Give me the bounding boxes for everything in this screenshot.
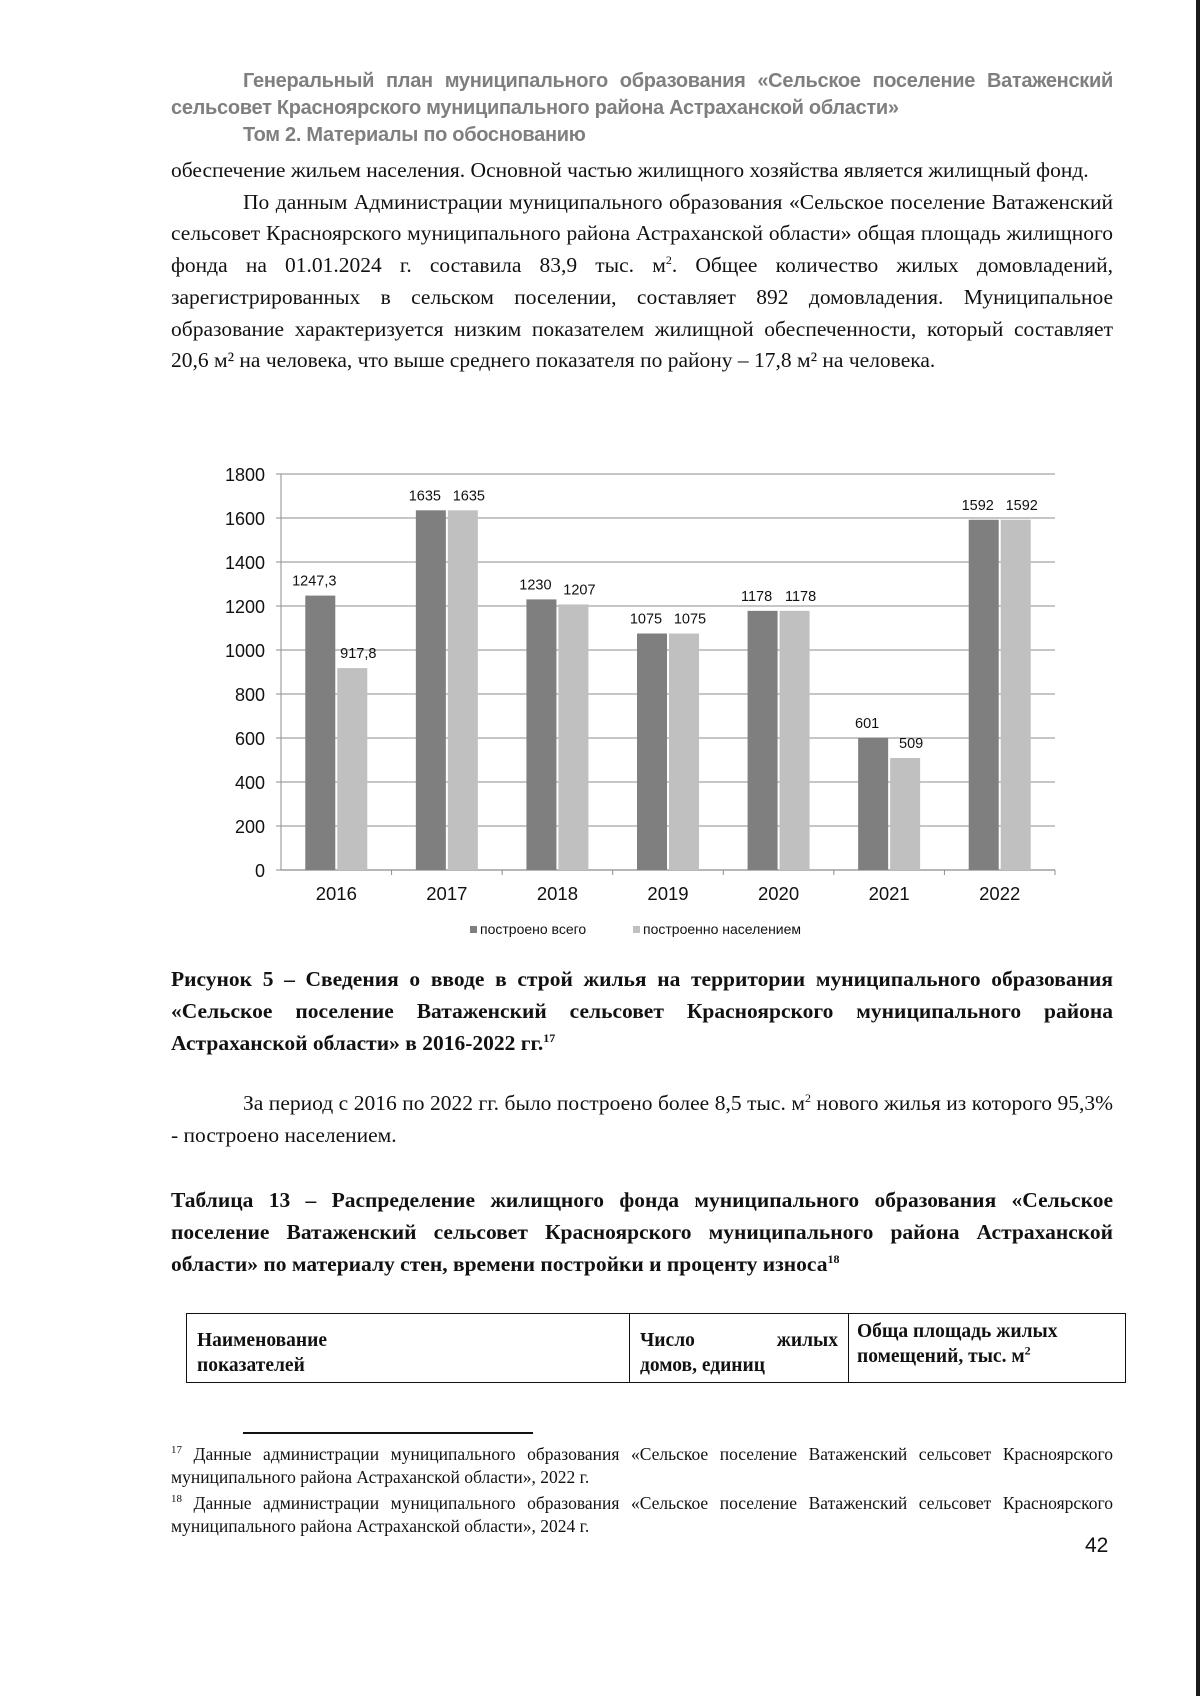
x-tick-label: 2018 [536, 883, 579, 904]
chart-legend [470, 921, 801, 937]
document-header [171, 68, 1113, 149]
bar-population [669, 634, 699, 871]
page-body [171, 68, 1113, 377]
page-number: 42 [1085, 1534, 1109, 1557]
figure-caption-sup: 17 [543, 1030, 556, 1045]
data-label: 1178 [784, 588, 817, 605]
table-caption-sup: 18 [827, 1251, 840, 1266]
data-label: 1635 [408, 488, 441, 505]
summary-paragraph [171, 1088, 1113, 1151]
y-axis-ticks [225, 465, 281, 881]
intro-p2-text-b: . Общее количество жилых домовладений, зарегистрированных в сельском поселении, составляет 892 домовладения. Муниципальное образование характеризуется низким показателем жилищной обеспеченности, который составляет 20,6 м² на человека, что выше среднего показателя по району – 17,8 м² на человека. [171, 253, 1113, 373]
bar-total [526, 599, 556, 870]
data-label: 1635 [452, 488, 485, 505]
data-label: 1592 [961, 497, 994, 514]
col-header-houses [630, 1314, 849, 1383]
footnote-17-text: Данные администрации муниципального образования «Сельское поселение Ватаженский сельсовет Красноярского муниципального района Астраханской области», 2022 г. [171, 1444, 1113, 1487]
y-tick-label: 1000 [224, 641, 265, 661]
legend-label: построено всего [480, 921, 587, 937]
data-label: 1207 [563, 582, 596, 599]
page-edge [1196, 0, 1200, 1696]
summary-text-b: нового жилья из которого 95,3% - построено населением. [171, 1091, 1114, 1147]
col-header-houses-l1: Число жилых [640, 1330, 838, 1351]
intro-p2-sup: 2 [665, 252, 672, 267]
summary-text-a: За период с 2016 по 2022 гг. было построено более 8,5 тыс. м [243, 1091, 805, 1115]
y-tick-label: 1800 [224, 465, 265, 485]
bar-population [780, 611, 810, 870]
bar-population [890, 758, 920, 870]
bar-population [337, 668, 367, 870]
data-label: 1178 [740, 588, 773, 605]
col-header-area-text: Обща площадь жилых помещений, тыс. м [857, 1321, 1058, 1367]
footnote-18-text: Данные администрации муниципального образования «Сельское поселение Ватаженский сельсовет Красноярского муниципального района Астраханской области», 2024 г. [171, 1493, 1113, 1536]
x-tick-label: 2021 [868, 883, 910, 904]
data-label: 509 [899, 736, 924, 753]
y-tick-label: 1600 [224, 509, 265, 529]
legend-swatch [633, 926, 640, 933]
col-header-indicator-l1: Наименование [197, 1330, 327, 1351]
col-header-houses-l2: домов, единиц [640, 1355, 766, 1376]
col-header-indicator-l2: показателей [197, 1355, 305, 1376]
bar-total [416, 510, 446, 870]
data-label: 1230 [519, 577, 552, 594]
intro-paragraph-2 [171, 187, 1113, 377]
data-label: 1075 [673, 611, 707, 628]
intro-paragraph-1: обеспечение жильем населения. Основной частью жилищного хозяйства является жилищный фонд. [171, 158, 1089, 182]
chart-grid [281, 474, 1055, 870]
figure-caption [171, 963, 1113, 1059]
bar-population [558, 604, 588, 870]
bar-total [748, 611, 778, 870]
bar-total [305, 596, 335, 870]
housing-chart [205, 458, 1085, 948]
legend-swatch [470, 926, 477, 933]
header-line-2: сельсовет Красноярского муниципального района Астраханской области» [171, 97, 899, 119]
header-line-1: Генеральный план муниципального образования «Сельское поселение Ватаженский [243, 70, 1113, 92]
col-header-indicator [187, 1314, 630, 1383]
bar-population [1001, 520, 1031, 870]
y-tick-label: 1200 [224, 597, 265, 617]
bar-population [448, 510, 478, 870]
bar-total [858, 738, 888, 870]
figure-caption-text: Рисунок 5 – Сведения о вводе в строй жилья на территории муниципального образования «Сельское поселение Ватаженский сельсовет Красноярского муниципального района Астраханской области» в 2016-2022 гг. [171, 967, 1113, 1055]
data-label: 1247,3 [292, 573, 337, 590]
data-label: 601 [855, 715, 880, 732]
footnote-18 [171, 1492, 1113, 1538]
summary-sup: 2 [804, 1090, 811, 1105]
x-tick-label: 2020 [757, 883, 800, 904]
table-caption-text: Таблица 13 – Распределение жилищного фонда муниципального образования «Сельское поселение Ватаженский сельсовет Красноярского муниципального района Астраханской области» по материалу стен, времени постройки и проценту износа [171, 1188, 1113, 1276]
x-tick-label: 2019 [647, 883, 689, 904]
x-tick-label: 2022 [979, 883, 1021, 904]
x-tick-label: 2016 [315, 883, 357, 904]
legend-label: построенно населением [643, 921, 802, 937]
footnote-separator [243, 1432, 533, 1434]
y-tick-label: 400 [234, 773, 265, 793]
bar-total [969, 520, 999, 870]
housing-table [186, 1313, 1126, 1383]
y-tick-label: 200 [234, 817, 265, 837]
y-tick-label: 600 [234, 729, 265, 749]
data-label: 1075 [629, 611, 663, 628]
data-label: 917,8 [340, 646, 377, 663]
data-label: 1592 [1005, 497, 1038, 514]
footnote-17 [171, 1443, 1113, 1489]
table-caption [171, 1184, 1113, 1280]
y-tick-label: 0 [254, 861, 265, 881]
chart-bars [292, 488, 1038, 870]
x-axis-ticks [316, 870, 1055, 904]
y-tick-label: 800 [234, 685, 265, 705]
header-line-3: Том 2. Материалы по обоснованию [243, 124, 586, 146]
table-header-row [187, 1314, 1126, 1383]
x-tick-label: 2017 [426, 883, 468, 904]
footnote-17-number: 17 [171, 1444, 182, 1457]
intro-p2-text-a: По данным Администрации муниципального образования «Сельское поселение Ватаженский сельсовет Красноярского муниципального района Астраханской области» общая площадь жилищного фонда на 01.01.2024 г. составила 83,9 тыс. м [171, 189, 1113, 278]
footnote-18-number: 18 [171, 1493, 182, 1506]
col-header-area [849, 1314, 1126, 1383]
y-tick-label: 1400 [224, 553, 265, 573]
col-header-area-sup: 2 [1024, 1343, 1031, 1358]
bar-total [637, 634, 667, 871]
